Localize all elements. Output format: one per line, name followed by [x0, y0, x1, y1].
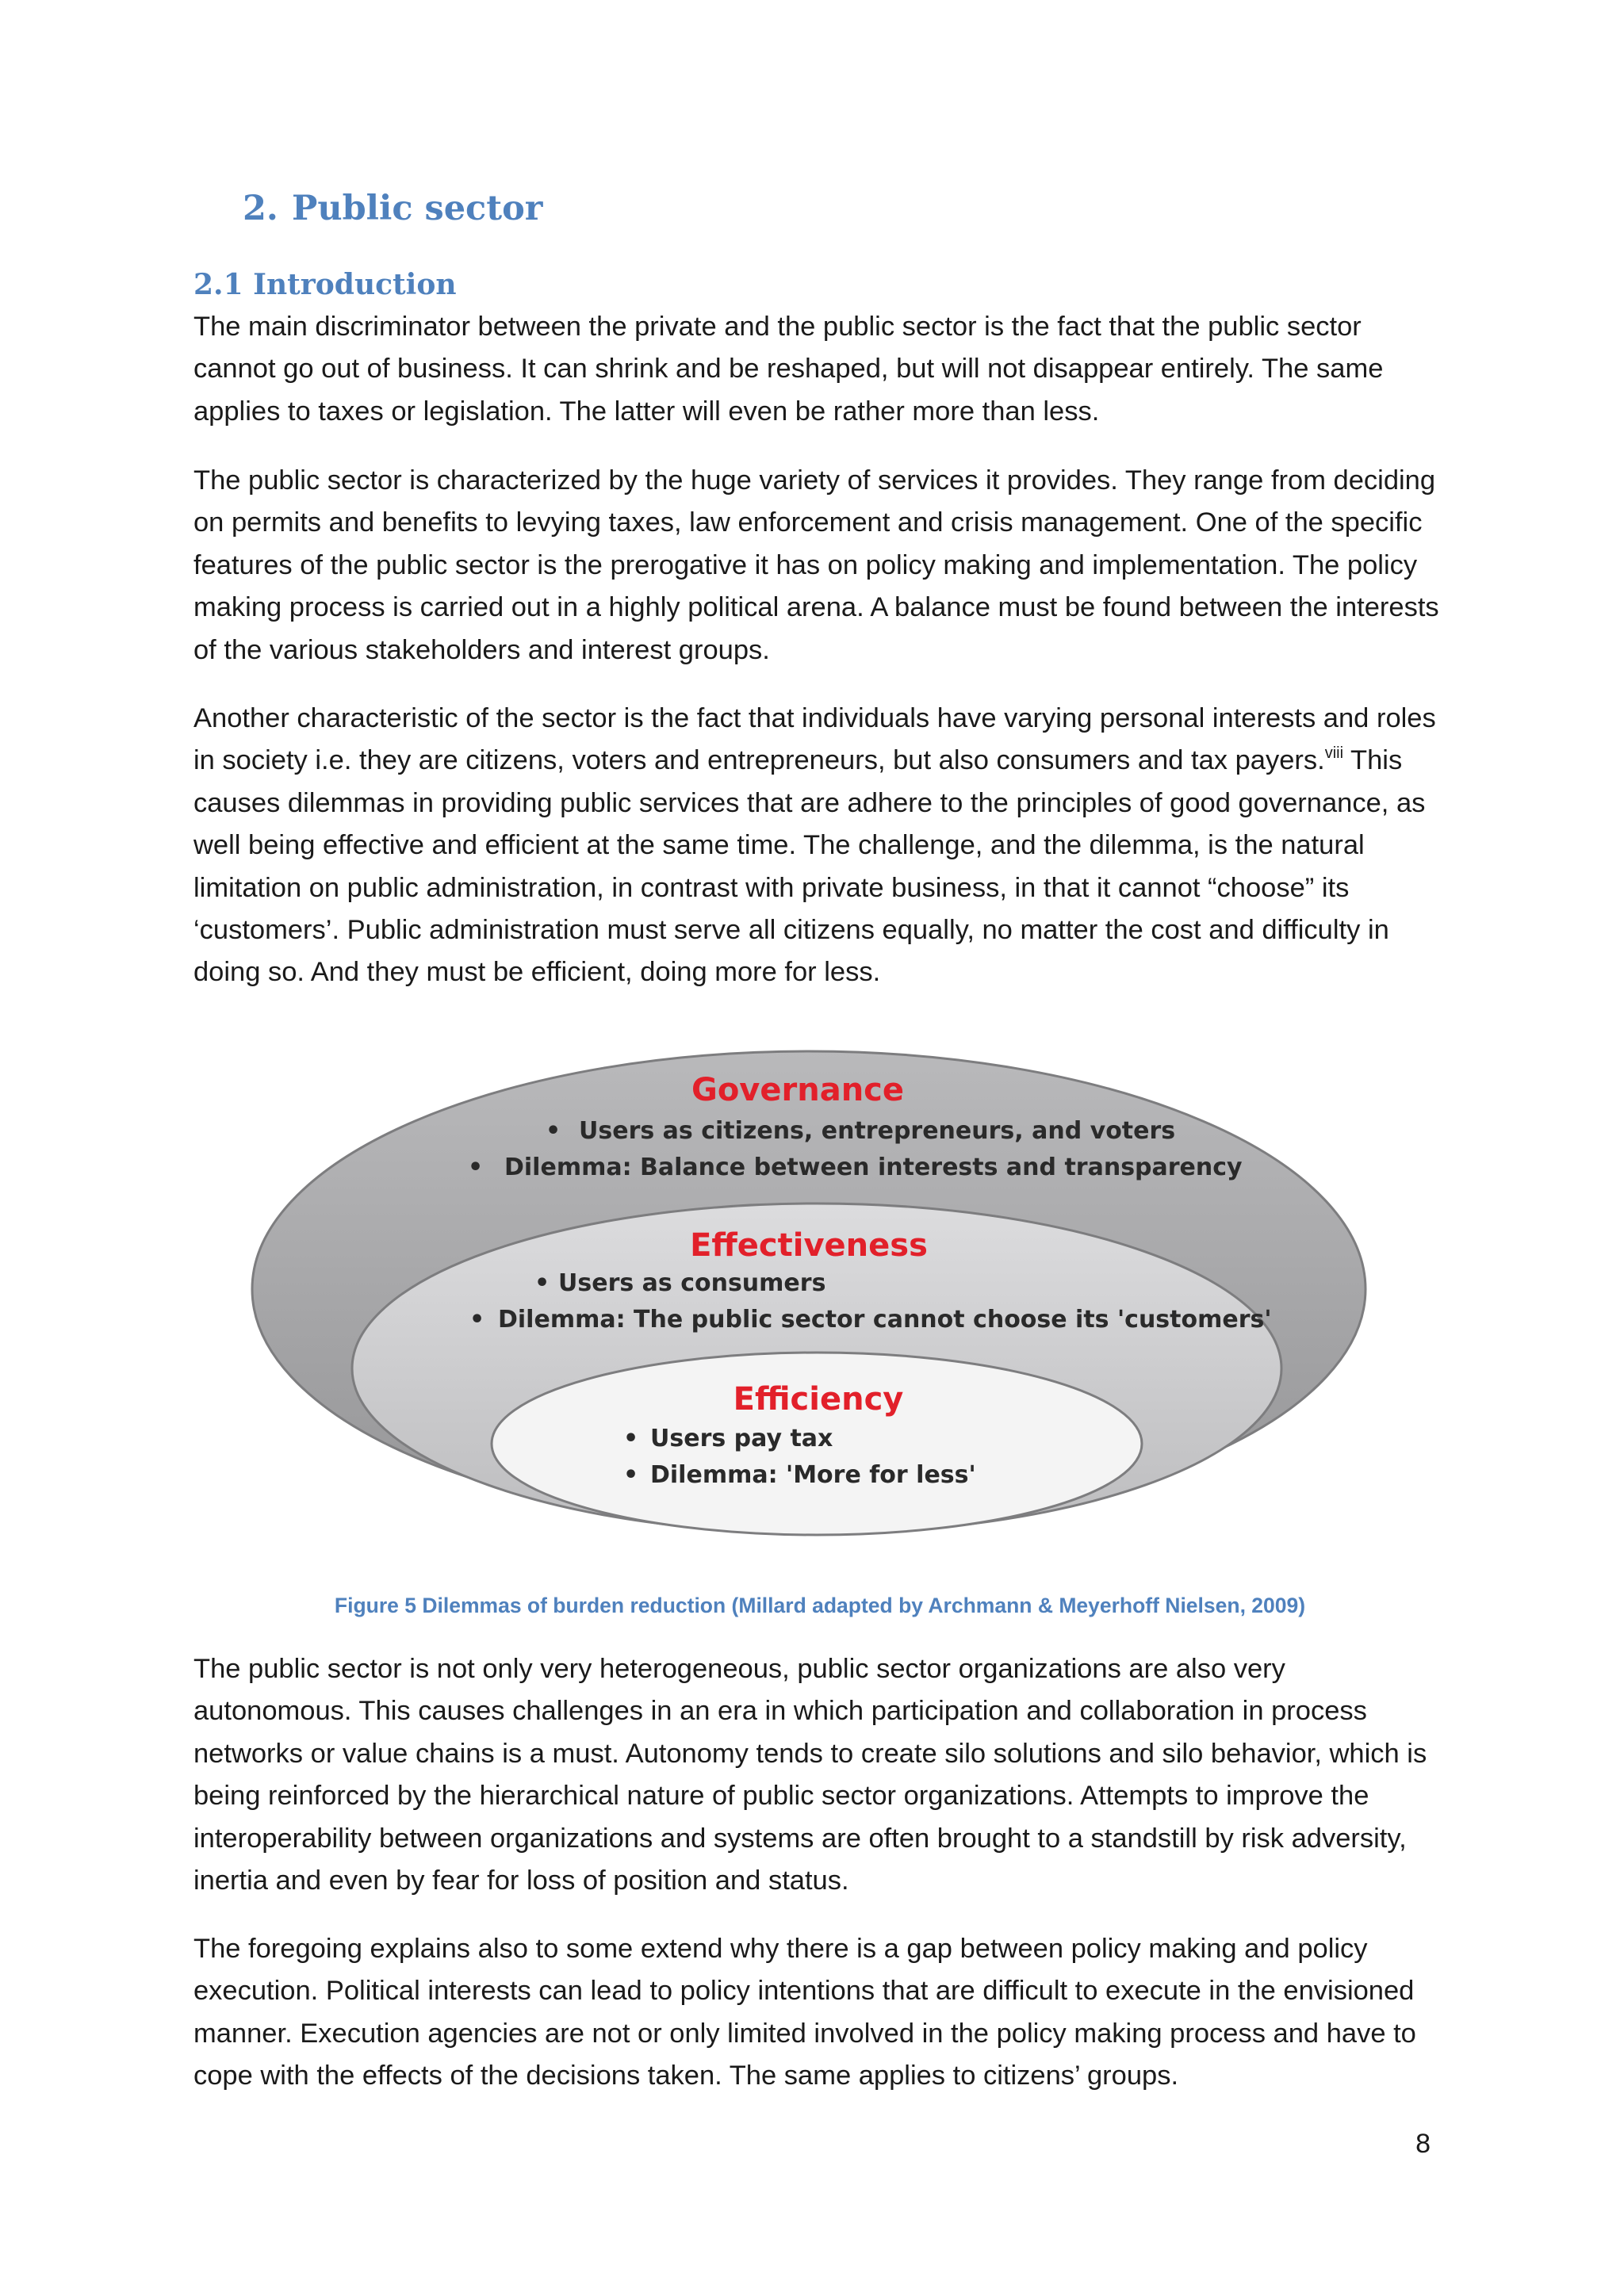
section-title: Public sector: [292, 189, 543, 228]
dilemmas-diagram: [246, 1035, 1372, 1543]
efficiency-title: Efficiency: [733, 1381, 904, 1418]
governance-title: Governance: [691, 1072, 905, 1108]
endnote-marker: viii: [1324, 744, 1344, 763]
paragraph-2: The public sector is characterized by the huge variety of services it provides. They range from deciding on permits and benefits to levying taxes, law enforcement and crisis management. One of the specific features of the public sector is the prerogative it has on policy making and implementation. The policy making process is carried out in a highly political arena. A balance must be found between the interests of the various stakeholders and interest groups.: [193, 465, 1439, 665]
paragraph-1: The main discriminator between the private and the public sector is the fact that the public sector cannot go out of business. It can shrink and be reshaped, but will not disappear entirely. The same applies to taxes or legislation. The latter will even be rather more than less.: [193, 312, 1384, 427]
efficiency-bullet-1: Users pay tax: [650, 1425, 833, 1452]
paragraph-3-text-b: This causes dilemmas in providing public services that are adhere to the principles of good governance, as well being effective and efficient at the same time. The challenge, and the dilemma, is the natural limitation on public administration, in contrast with private business, in that it cannot “choose” its ‘customers’. Public administration must serve all citizens equally, no matter the cost and difficulty in doing so. And they must be efficient, doing more for less.: [193, 745, 1426, 988]
paragraph-5: The foregoing explains also to some extend why there is a gap between policy making and policy execution. Political interests can lead to policy intentions that are difficult to execute in the envisioned manner. Execution agencies are not or only limited involved in the policy making process and have to cope with the effects of the decisions taken. The same applies to citizens’ groups.: [193, 1934, 1416, 2091]
paragraph-3: [193, 698, 1446, 994]
paragraph-3-text-a: Another characteristic of the sector is the fact that individuals have varying personal interests and roles in society i.e. they are citizens, voters and entrepreneurs, but also consumers and tax payers.: [193, 703, 1436, 776]
efficiency-bullet-2-dot: •: [623, 1461, 639, 1489]
governance-bullet-1: Users as citizens, entrepreneurs, and voters: [579, 1117, 1176, 1145]
governance-bullet-1-dot: •: [546, 1117, 561, 1145]
subsection-heading: 2.1 Introduction: [193, 268, 457, 301]
effectiveness-bullet-1-dot: •: [534, 1269, 550, 1297]
page-number: 8: [1415, 2129, 1431, 2159]
governance-bullet-2-dot: •: [468, 1154, 484, 1181]
figure-caption: Figure 5 Dilemmas of burden reduction (Millard adapted by Archmann & Meyerhoff Nielsen, 2009): [334, 1594, 1306, 1617]
efficiency-bullet-1-dot: •: [623, 1425, 639, 1452]
effectiveness-title: Effectiveness: [690, 1227, 928, 1264]
effectiveness-bullet-2: Dilemma: The public sector cannot choose its 'customers': [498, 1306, 1272, 1334]
efficiency-bullet-2: Dilemma: 'More for less': [650, 1461, 976, 1489]
section-heading: [243, 189, 542, 228]
paragraph-4: The public sector is not only very heterogeneous, public sector organizations are also very autonomous. This causes challenges in an era in which participation and collaboration in process networks or value chains is a must. Autonomy tends to create silo solutions and silo behavior, which is being reinforced by the hierarchical nature of public sector organizations. Attempts to improve the interoperability between organizations and systems are often brought to a standstill by risk adversity, inertia and even by fear for loss of position and status.: [193, 1654, 1427, 1896]
effectiveness-bullet-2-dot: •: [469, 1306, 485, 1334]
governance-bullet-2: Dilemma: Balance between interests and transparency: [504, 1154, 1243, 1181]
section-number: 2.: [243, 189, 278, 228]
effectiveness-bullet-1: Users as consumers: [558, 1269, 826, 1297]
